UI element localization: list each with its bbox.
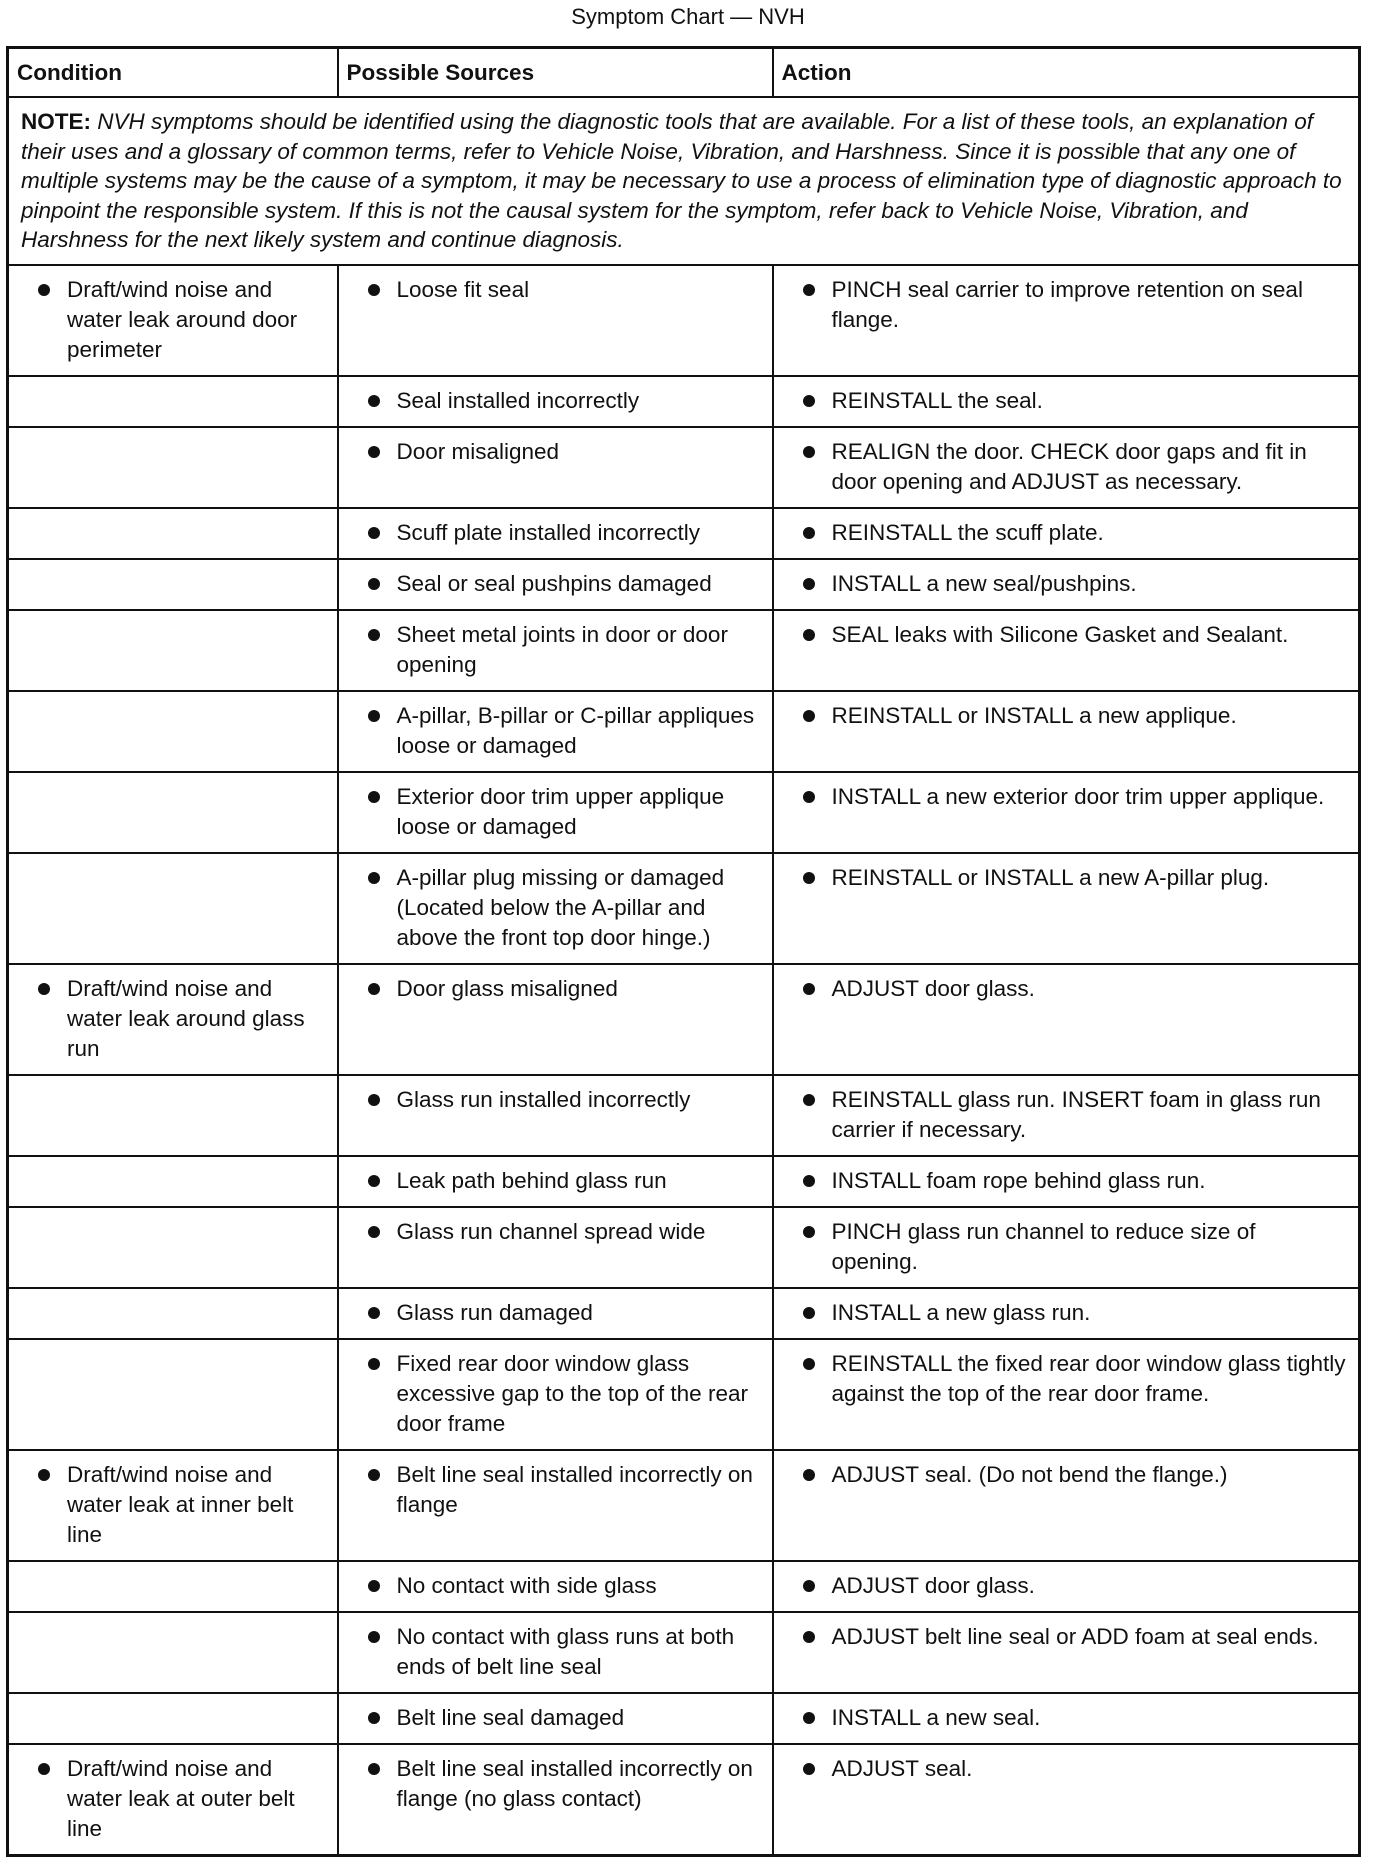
action-cell-item — [782, 863, 1347, 893]
possible-source-cell — [338, 559, 773, 610]
possible-source-cell — [338, 508, 773, 559]
action-cell-item — [782, 1622, 1347, 1652]
bullet-icon — [368, 629, 380, 641]
condition-cell — [8, 427, 338, 508]
possible-source-cell-text: Belt line seal damaged — [396, 1704, 625, 1730]
bullet-icon — [368, 446, 380, 458]
action-cell-item — [782, 437, 1347, 497]
possible-source-cell-text: Sheet metal joints in door or door opening — [396, 621, 728, 677]
possible-source-cell-text: Glass run installed incorrectly — [396, 1086, 691, 1112]
possible-source-cell — [338, 964, 773, 1075]
condition-cell-text: Draft/wind noise and water leak around door perimeter — [67, 276, 298, 362]
action-cell-item — [782, 1349, 1347, 1409]
possible-source-cell — [338, 1612, 773, 1693]
action-cell — [773, 427, 1360, 508]
condition-cell — [8, 1288, 338, 1339]
note-label: NOTE: — [21, 109, 91, 134]
condition-cell — [8, 1207, 338, 1288]
table-row — [8, 1207, 1360, 1288]
bullet-icon — [368, 1175, 380, 1187]
bullet-icon — [368, 395, 380, 407]
possible-source-cell-text: Belt line seal installed incorrectly on flange (no glass contact) — [396, 1755, 753, 1811]
possible-source-cell — [338, 1288, 773, 1339]
condition-cell — [8, 1339, 338, 1450]
condition-cell-text: Draft/wind noise and water leak around glass run — [67, 975, 305, 1061]
possible-source-cell-text: No contact with glass runs at both ends of belt line seal — [396, 1623, 735, 1679]
condition-cell — [8, 610, 338, 691]
possible-source-cell-item — [347, 1460, 760, 1520]
bullet-icon — [368, 1358, 380, 1370]
possible-source-cell-item — [347, 1349, 760, 1439]
possible-source-cell-item — [347, 275, 760, 305]
action-cell — [773, 1450, 1360, 1561]
header-row — [8, 48, 1360, 98]
bullet-icon — [803, 791, 815, 803]
action-cell-text: SEAL leaks with Silicone Gasket and Sealant. — [831, 621, 1289, 647]
action-cell — [773, 559, 1360, 610]
possible-source-cell-text: Glass run channel spread wide — [396, 1218, 706, 1244]
possible-source-cell — [338, 610, 773, 691]
possible-source-cell-text: Glass run damaged — [396, 1299, 593, 1325]
condition-cell — [8, 559, 338, 610]
action-cell-text: REINSTALL or INSTALL a new A-pillar plug. — [831, 864, 1270, 890]
possible-source-cell-text: Belt line seal installed incorrectly on flange — [396, 1461, 753, 1517]
bullet-icon — [803, 284, 815, 296]
possible-source-cell — [338, 376, 773, 427]
bullet-icon — [38, 284, 50, 296]
condition-cell — [8, 1612, 338, 1693]
table-body — [8, 97, 1360, 1855]
bullet-icon — [803, 527, 815, 539]
possible-source-cell-item — [347, 437, 760, 467]
action-cell-item — [782, 782, 1347, 812]
action-cell-text: REINSTALL the scuff plate. — [831, 519, 1104, 545]
action-cell — [773, 691, 1360, 772]
table-row — [8, 1339, 1360, 1450]
bullet-icon — [38, 983, 50, 995]
action-cell-text: ADJUST belt line seal or ADD foam at seal ends. — [831, 1623, 1319, 1649]
table-row — [8, 1561, 1360, 1612]
possible-source-cell — [338, 1207, 773, 1288]
possible-source-cell-text: A-pillar plug missing or damaged (Located below the A-pillar and above the front top door hinge.) — [396, 864, 725, 950]
bullet-icon — [803, 1358, 815, 1370]
column-header-action: Action — [773, 48, 1360, 98]
possible-source-cell — [338, 1561, 773, 1612]
possible-source-cell-text: Door glass misaligned — [396, 975, 618, 1001]
action-cell-text: REINSTALL or INSTALL a new applique. — [831, 702, 1237, 728]
possible-source-cell-text: Exterior door trim upper applique loose or damaged — [396, 783, 725, 839]
table-row — [8, 1075, 1360, 1156]
possible-source-cell-text: Seal installed incorrectly — [396, 387, 640, 413]
action-cell — [773, 1744, 1360, 1856]
possible-source-cell-item — [347, 1217, 760, 1247]
condition-cell — [8, 772, 338, 853]
column-header-condition: Condition — [8, 48, 338, 98]
condition-cell — [8, 508, 338, 559]
action-cell — [773, 853, 1360, 964]
bullet-icon — [803, 1469, 815, 1481]
condition-cell — [8, 691, 338, 772]
possible-source-cell-item — [347, 974, 760, 1004]
action-cell — [773, 1339, 1360, 1450]
bullet-icon — [368, 578, 380, 590]
possible-source-cell — [338, 427, 773, 508]
bullet-icon — [803, 446, 815, 458]
note-text: NVH symptoms should be identified using the diagnostic tools that are available. For a list of these tools, an explanation of their uses and a glossary of common terms, refer to Vehicle Noise, Vibration, and Harshness. Since it is possible that any one of multiple systems may be the cause of a symptom, it may be necessary to use a process of elimination type of diagnostic approach to pinpoint the responsible system. If this is not the causal system for the symptom, refer back to Vehicle Noise, Vibration, and Harshness for the next likely system and continue diagnosis. — [21, 109, 1342, 252]
bullet-icon — [803, 629, 815, 641]
bullet-icon — [803, 1175, 815, 1187]
bullet-icon — [38, 1469, 50, 1481]
condition-cell-text: Draft/wind noise and water leak at outer belt line — [67, 1755, 295, 1841]
action-cell-item — [782, 1217, 1347, 1277]
condition-cell-item — [17, 974, 325, 1064]
table-row — [8, 559, 1360, 610]
action-cell-text: INSTALL foam rope behind glass run. — [831, 1167, 1206, 1193]
bullet-icon — [368, 1469, 380, 1481]
table-row — [8, 1744, 1360, 1856]
action-cell — [773, 610, 1360, 691]
condition-cell — [8, 1450, 338, 1561]
bullet-icon — [368, 983, 380, 995]
possible-source-cell — [338, 265, 773, 376]
bullet-icon — [803, 1712, 815, 1724]
note-row — [8, 97, 1360, 265]
possible-source-cell-item — [347, 1085, 760, 1115]
action-cell-text: REALIGN the door. CHECK door gaps and fit in door opening and ADJUST as necessary. — [831, 438, 1307, 494]
possible-source-cell-text: Loose fit seal — [396, 276, 530, 302]
action-cell-text: INSTALL a new seal/pushpins. — [831, 570, 1137, 596]
bullet-icon — [368, 1226, 380, 1238]
table-row — [8, 853, 1360, 964]
possible-source-cell-item — [347, 1298, 760, 1328]
possible-source-cell — [338, 853, 773, 964]
possible-source-cell — [338, 1744, 773, 1856]
bullet-icon — [368, 872, 380, 884]
bullet-icon — [803, 1226, 815, 1238]
condition-cell — [8, 964, 338, 1075]
condition-cell — [8, 376, 338, 427]
bullet-icon — [803, 872, 815, 884]
condition-cell — [8, 1075, 338, 1156]
table-row — [8, 376, 1360, 427]
bullet-icon — [368, 1631, 380, 1643]
action-cell-text: PINCH seal carrier to improve retention on seal flange. — [831, 276, 1303, 332]
table-row — [8, 772, 1360, 853]
action-cell-item — [782, 1754, 1347, 1784]
action-cell — [773, 1561, 1360, 1612]
action-cell-item — [782, 1460, 1347, 1490]
condition-cell — [8, 1693, 338, 1744]
condition-cell — [8, 1561, 338, 1612]
action-cell-item — [782, 1703, 1347, 1733]
possible-source-cell-text: Fixed rear door window glass excessive gap to the top of the rear door frame — [396, 1350, 748, 1436]
action-cell-item — [782, 974, 1347, 1004]
possible-source-cell-text: Leak path behind glass run — [396, 1167, 667, 1193]
action-cell-item — [782, 620, 1347, 650]
bullet-icon — [803, 578, 815, 590]
action-cell-text: ADJUST seal. — [831, 1755, 973, 1781]
action-cell-item — [782, 518, 1347, 548]
table-row — [8, 1288, 1360, 1339]
possible-source-cell — [338, 1450, 773, 1561]
action-cell-text: ADJUST seal. (Do not bend the flange.) — [831, 1461, 1228, 1487]
bullet-icon — [803, 983, 815, 995]
action-cell — [773, 1612, 1360, 1693]
table-row — [8, 1156, 1360, 1207]
possible-source-cell-item — [347, 386, 760, 416]
bullet-icon — [803, 1094, 815, 1106]
possible-source-cell-text: Scuff plate installed incorrectly — [396, 519, 700, 545]
possible-source-cell-text: Seal or seal pushpins damaged — [396, 570, 712, 596]
table-row — [8, 1612, 1360, 1693]
table-row — [8, 1693, 1360, 1744]
bullet-icon — [38, 1763, 50, 1775]
possible-source-cell-item — [347, 1703, 760, 1733]
table-row — [8, 610, 1360, 691]
action-cell-text: INSTALL a new glass run. — [831, 1299, 1091, 1325]
condition-cell — [8, 265, 338, 376]
action-cell-item — [782, 1085, 1347, 1145]
condition-cell-text: Draft/wind noise and water leak at inner belt line — [67, 1461, 294, 1547]
bullet-icon — [368, 791, 380, 803]
action-cell-item — [782, 1166, 1347, 1196]
bullet-icon — [368, 1307, 380, 1319]
action-cell — [773, 508, 1360, 559]
bullet-icon — [803, 1763, 815, 1775]
action-cell-item — [782, 701, 1347, 731]
bullet-icon — [803, 710, 815, 722]
action-cell-text: ADJUST door glass. — [831, 1572, 1035, 1598]
action-cell-text: REINSTALL glass run. INSERT foam in glass run carrier if necessary. — [831, 1086, 1321, 1142]
action-cell-text: INSTALL a new seal. — [831, 1704, 1041, 1730]
action-cell — [773, 376, 1360, 427]
action-cell-text: PINCH glass run channel to reduce size of opening. — [831, 1218, 1256, 1274]
possible-source-cell-item — [347, 1622, 760, 1682]
table-row — [8, 265, 1360, 376]
action-cell-item — [782, 569, 1347, 599]
possible-source-cell — [338, 691, 773, 772]
bullet-icon — [803, 395, 815, 407]
condition-cell — [8, 1156, 338, 1207]
action-cell-item — [782, 1298, 1347, 1328]
possible-source-cell — [338, 1693, 773, 1744]
action-cell-text: REINSTALL the seal. — [831, 387, 1043, 413]
table-row — [8, 508, 1360, 559]
table-row — [8, 427, 1360, 508]
bullet-icon — [368, 284, 380, 296]
possible-source-cell-item — [347, 701, 760, 761]
possible-source-cell-text: No contact with side glass — [396, 1572, 657, 1598]
possible-source-cell — [338, 1156, 773, 1207]
action-cell-item — [782, 275, 1347, 335]
possible-source-cell-text: Door misaligned — [396, 438, 560, 464]
possible-source-cell-item — [347, 620, 760, 680]
action-cell-item — [782, 386, 1347, 416]
condition-cell — [8, 853, 338, 964]
action-cell — [773, 1075, 1360, 1156]
bullet-icon — [368, 1094, 380, 1106]
possible-source-cell — [338, 1075, 773, 1156]
possible-source-cell — [338, 772, 773, 853]
action-cell — [773, 1693, 1360, 1744]
possible-source-cell-item — [347, 782, 760, 842]
column-header-possible-sources: Possible Sources — [338, 48, 773, 98]
condition-cell — [8, 1744, 338, 1856]
possible-source-cell-item — [347, 569, 760, 599]
action-cell — [773, 1288, 1360, 1339]
possible-source-cell-text: A-pillar, B-pillar or C-pillar appliques loose or damaged — [396, 702, 755, 758]
table-row — [8, 1450, 1360, 1561]
bullet-icon — [803, 1631, 815, 1643]
possible-source-cell-item — [347, 518, 760, 548]
note-cell — [8, 97, 1360, 265]
action-cell-text: ADJUST door glass. — [831, 975, 1035, 1001]
table-row — [8, 964, 1360, 1075]
bullet-icon — [368, 1763, 380, 1775]
symptom-chart-table — [6, 46, 1361, 1857]
possible-source-cell-item — [347, 1754, 760, 1814]
condition-cell-item — [17, 275, 325, 365]
table-row — [8, 691, 1360, 772]
bullet-icon — [368, 710, 380, 722]
possible-source-cell-item — [347, 1166, 760, 1196]
condition-cell-item — [17, 1460, 325, 1550]
action-cell — [773, 265, 1360, 376]
action-cell — [773, 964, 1360, 1075]
condition-cell-item — [17, 1754, 325, 1844]
possible-source-cell-item — [347, 1571, 760, 1601]
possible-source-cell-item — [347, 863, 760, 953]
possible-source-cell — [338, 1339, 773, 1450]
action-cell-text: REINSTALL the fixed rear door window glass tightly against the top of the rear door frame. — [831, 1350, 1346, 1406]
action-cell-item — [782, 1571, 1347, 1601]
bullet-icon — [368, 527, 380, 539]
action-cell — [773, 1207, 1360, 1288]
action-cell-text: INSTALL a new exterior door trim upper applique. — [831, 783, 1325, 809]
bullet-icon — [368, 1712, 380, 1724]
bullet-icon — [803, 1580, 815, 1592]
bullet-icon — [368, 1580, 380, 1592]
action-cell — [773, 1156, 1360, 1207]
action-cell — [773, 772, 1360, 853]
bullet-icon — [803, 1307, 815, 1319]
page-title: Symptom Chart — NVH — [571, 4, 805, 29]
